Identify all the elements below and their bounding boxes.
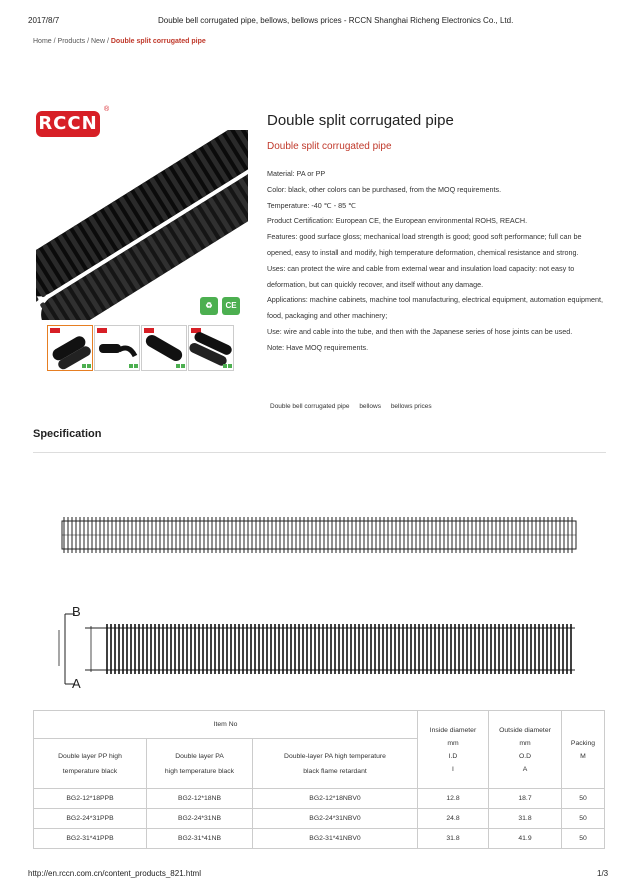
header-item-no: Item No bbox=[34, 711, 418, 739]
thumbnail-4-image bbox=[189, 326, 233, 370]
header-col2: Double layer PA high temperature black bbox=[147, 739, 253, 789]
product-image bbox=[36, 130, 248, 320]
breadcrumb-home[interactable]: Home bbox=[33, 38, 52, 45]
product-description bbox=[267, 166, 607, 356]
thumbnail-1-image bbox=[48, 326, 92, 370]
header-outside-diameter: Outside diameter mm O.D A bbox=[489, 711, 562, 789]
page-header-title: Double bell corrugated pipe, bellows, bellows prices - RCCN Shanghai Richeng Electronics Co., Ltd. bbox=[158, 16, 514, 25]
breadcrumb-current: Double split corrugated pipe bbox=[110, 38, 206, 45]
product-title: Double split corrugated pipe bbox=[267, 112, 454, 129]
product-subtitle: Double split corrugated pipe bbox=[267, 141, 392, 152]
thumbnail-2-image bbox=[95, 326, 139, 370]
desc-applications: Applications: machine cabinets, machine tool manufacturing, electrical equipment, automation equipment, food, packaging and other machinery; bbox=[267, 295, 604, 321]
tag-link[interactable]: bellows prices bbox=[390, 403, 432, 410]
desc-use: Use: wire and cable into the tube, and then with the Japanese series of hose joints can be used. bbox=[267, 326, 573, 336]
spec-table bbox=[33, 710, 605, 849]
table-row: BG2-12*18PPB BG2-12*18NB BG2-12*18NBV0 12.8 18.7 50 bbox=[34, 789, 605, 809]
table-row: BG2-31*41PPB BG2-31*41NB BG2-31*41NBV0 31.8 41.9 50 bbox=[34, 829, 605, 849]
table-row: BG2-24*31PPB BG2-24*31NB BG2-24*31NBV0 24.8 31.8 50 bbox=[34, 809, 605, 829]
ce-cert-icon: CE bbox=[222, 297, 240, 315]
thumbnail-1[interactable] bbox=[47, 325, 93, 371]
desc-material: Material: PA or PP bbox=[267, 169, 326, 178]
eco-cert-icon: ♻ bbox=[200, 297, 218, 315]
desc-color: Color: black, other colors can be purchased, from the MOQ requirements. bbox=[267, 184, 502, 194]
thumbnail-2[interactable] bbox=[94, 325, 140, 371]
thumbnail-3-image bbox=[142, 326, 186, 370]
desc-note: Note: Have MOQ requirements. bbox=[267, 342, 369, 352]
desc-uses: Uses: can protect the wire and cable from external wear and insulation load capacity: not easy to deformation, but can quickly recover, and itself without any damage. bbox=[267, 263, 575, 289]
desc-temperature: Temperature: -40 ℃ - 85 ℃ bbox=[267, 200, 357, 210]
header-packing: Packing M bbox=[562, 711, 605, 789]
header-inside-diameter: Inside diameter mm I.D I bbox=[418, 711, 489, 789]
breadcrumb-new[interactable]: New bbox=[91, 38, 106, 45]
tag-link[interactable]: bellows bbox=[359, 403, 381, 410]
header-col3: Double-layer PA high temperature black flame retardant bbox=[253, 739, 418, 789]
print-date: 2017/8/7 bbox=[28, 16, 60, 25]
dimension-label-b: B bbox=[72, 604, 81, 619]
page-number: 1/3 bbox=[597, 869, 609, 878]
desc-certification: Product Certification: European CE, the European environmental ROHS, REACH. bbox=[267, 216, 528, 226]
thumbnail-3[interactable] bbox=[141, 325, 187, 371]
footer-url: http://en.rccn.com.cn/content_products_821.html bbox=[28, 869, 201, 878]
pipe-top-drawing bbox=[60, 515, 580, 555]
pipe-front bbox=[36, 130, 248, 320]
header-col1: Double layer PP high temperature black bbox=[34, 739, 147, 789]
divider bbox=[33, 452, 606, 453]
pipe-side-drawing bbox=[55, 610, 580, 690]
desc-features: Features: good surface gloss; mechanical load strength is good; good soft performance; full can be opened, easy to install and modify, high temperature deformation, chemical resistance and strong. bbox=[267, 232, 582, 257]
tag-list bbox=[270, 403, 440, 410]
thumbnail-4[interactable] bbox=[188, 325, 234, 371]
rccn-logo: RCCN bbox=[36, 111, 100, 137]
specification-heading: Specification bbox=[33, 428, 102, 440]
breadcrumb-products[interactable]: Products bbox=[57, 38, 86, 45]
breadcrumb: Home / Products / New / Double split corrugated pipe bbox=[33, 38, 206, 45]
dimension-label-a: A bbox=[72, 676, 81, 691]
tag-link[interactable]: Double bell corrugated pipe bbox=[270, 403, 350, 410]
registered-mark: ® bbox=[104, 106, 110, 113]
